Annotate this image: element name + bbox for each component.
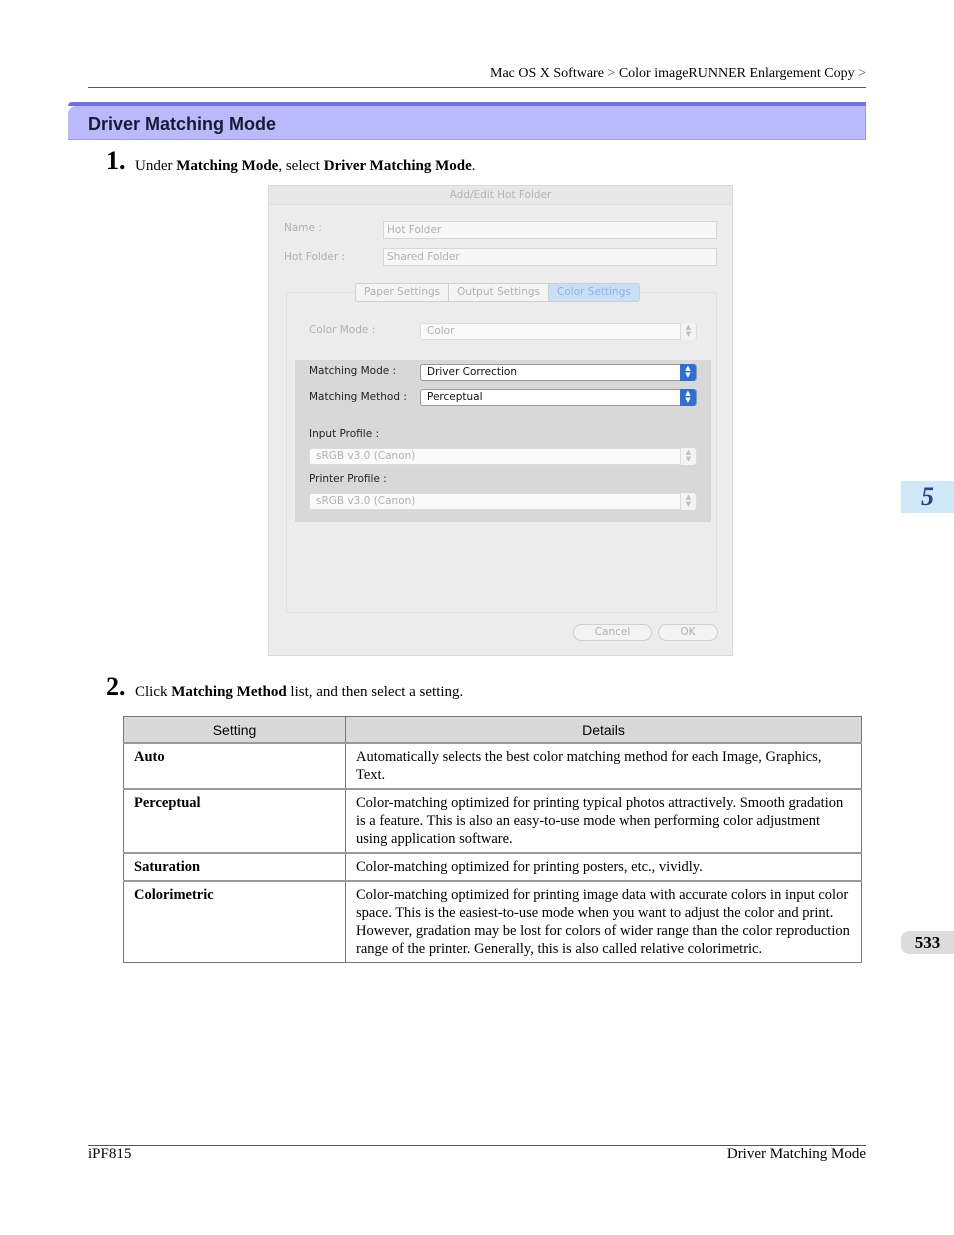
matching-method-value: Perceptual [427,391,483,403]
footer-model: iPF815 [88,1146,132,1162]
cancel-button[interactable]: Cancel [573,624,652,641]
color-mode-label: Color Mode : [309,324,376,336]
name-field[interactable]: Hot Folder [383,221,717,239]
step-emphasis: Matching Method [171,684,287,700]
table-row [124,743,862,789]
breadcrumb [490,66,866,82]
breadcrumb-separator: > [858,66,866,81]
select-stepper-icon: ▲ ▼ [680,364,696,381]
step-instruction [135,158,476,175]
step-text: list, and then select a setting. [286,684,464,700]
step-emphasis: Driver Matching Mode [323,158,472,174]
setting-cell: Saturation [124,853,346,881]
input-profile-value: sRGB v3.0 (Canon) [316,450,416,462]
breadcrumb-item[interactable]: Color imageRUNNER Enlargement Copy [618,66,855,81]
section-title: Driver Matching Mode [88,114,277,134]
column-header-details: Details [346,717,862,744]
footer-section-title: Driver Matching Mode [726,1146,866,1162]
select-stepper-icon: ▲ ▼ [680,493,696,510]
tab-paper-settings[interactable]: Paper Settings [356,284,449,301]
matching-method-table [123,716,862,963]
matching-method-label: Matching Method : [309,391,407,403]
printer-profile-select[interactable] [309,493,697,510]
printer-profile-label: Printer Profile : [309,473,387,485]
tab-color-settings[interactable]: Color Settings [549,284,639,301]
tab-output-settings[interactable]: Output Settings [449,284,549,301]
printer-profile-value: sRGB v3.0 (Canon) [316,495,416,507]
settings-tabs [355,283,640,302]
select-stepper-icon: ▲ ▼ [680,389,696,406]
dialog-title: Add/Edit Hot Folder [269,186,732,205]
table-header-row [124,717,862,744]
page-number: 533 [914,933,941,952]
step-instruction [135,684,463,701]
details-cell: Color-matching optimized for printing image data with accurate colors in input color space. This is the easiest-to-use mode when you want to adjust the color and print. However, gradation may be lost for colors of wider range than the color reproduction range of the printer. Generally, this is also called relative colorimetric. [346,881,862,963]
input-profile-select[interactable] [309,448,697,465]
breadcrumb-item[interactable]: Mac OS X Software [490,66,604,81]
details-cell: Automatically selects the best color matching method for each Image, Graphics, Text. [346,743,862,789]
ok-button[interactable]: OK [658,624,718,641]
add-edit-hot-folder-dialog [268,185,733,656]
header-divider [88,87,866,88]
page-number-tab [901,931,954,954]
table-row [124,789,862,853]
step-text: . [471,158,476,174]
details-cell: Color-matching optimized for printing typical photos attractively. Smooth gradation is a feature. This is also an easy-to-use mode when performing color adjustment using application software. [346,789,862,853]
breadcrumb-separator: > [607,66,616,81]
section-heading-bar [68,102,866,140]
matching-mode-value: Driver Correction [427,366,517,378]
chapter-tab[interactable] [901,481,954,513]
step-text: Click [135,684,172,700]
column-header-setting: Setting [124,717,346,744]
setting-cell: Colorimetric [124,881,346,963]
step-emphasis: Matching Mode [176,158,279,174]
step-number: 1. [106,146,126,175]
color-mode-select[interactable] [420,323,697,340]
select-stepper-icon: ▲ ▼ [680,448,696,465]
setting-cell: Perceptual [124,789,346,853]
table-row [124,853,862,881]
matching-mode-label: Matching Mode : [309,365,397,377]
chapter-number: 5 [921,482,934,511]
hot-folder-label: Hot Folder : [284,251,346,263]
matching-mode-select[interactable] [420,364,697,381]
step-number: 2. [106,672,126,701]
input-profile-label: Input Profile : [309,428,380,440]
step-text: Under [135,158,177,174]
details-cell: Color-matching optimized for printing posters, etc., vividly. [346,853,862,881]
setting-cell: Auto [124,743,346,789]
name-label: Name : [284,222,322,234]
step-text: , select [278,158,324,174]
color-mode-value: Color [427,325,455,337]
hot-folder-field[interactable]: Shared Folder [383,248,717,266]
select-stepper-icon: ▲ ▼ [680,323,696,340]
table-row [124,881,862,963]
section-heading-background [68,106,866,140]
matching-method-select[interactable] [420,389,697,406]
